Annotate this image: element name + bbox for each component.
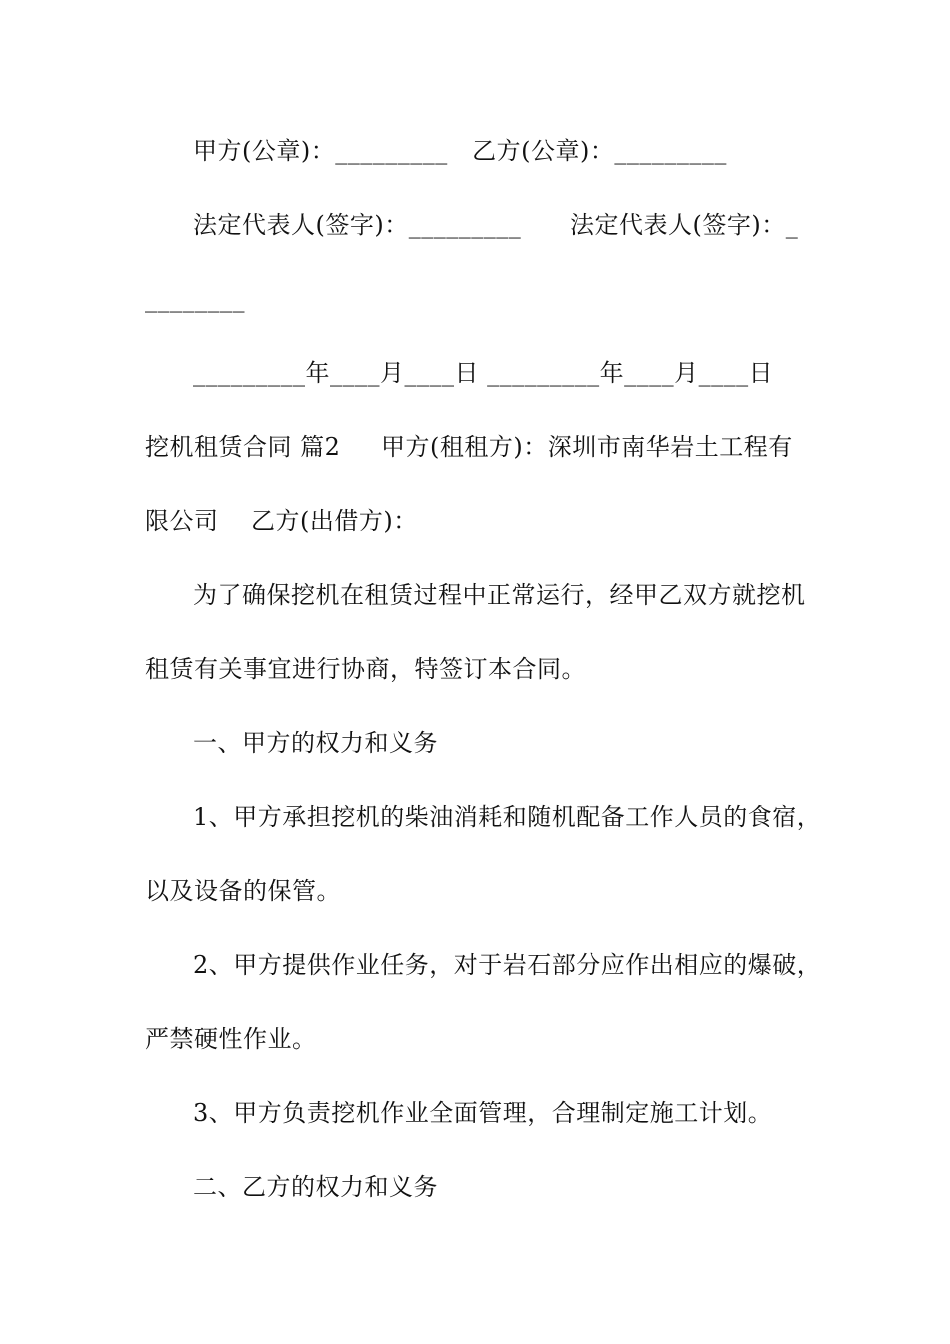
clause-1-line-2: 以及设备的保管。 (145, 877, 341, 905)
section-heading-party-b: 二、乙方的权力和义务 (193, 1173, 438, 1201)
date-line: _________年____月____日 _________年____月____日 (193, 359, 774, 387)
party-b-line: 限公司 乙方(出借方)： (145, 507, 418, 535)
contract-title-line: 挖机租赁合同 篇2 甲方(租租方)：深圳市南华岩土工程有 (145, 433, 793, 461)
clause-3-line: 3、甲方负责挖机作业全面管理，合理制定施工计划。 (193, 1099, 773, 1127)
clause-2-line-2: 严禁硬性作业。 (145, 1025, 317, 1053)
clause-2-line-1: 2、甲方提供作业任务，对于岩石部分应作出相应的爆破， (193, 951, 822, 979)
seal-line: 甲方(公章)：_________ 乙方(公章)：_________ (193, 137, 727, 165)
legal-rep-signature-line: 法定代表人(签字)：_________ 法定代表人(签字)：_ (193, 211, 799, 239)
preamble-line-2: 租赁有关事宜进行协商，特签订本合同。 (145, 655, 586, 683)
section-heading-party-a: 一、甲方的权力和义务 (193, 729, 438, 757)
clause-1-line-1: 1、甲方承担挖机的柴油消耗和随机配备工作人员的食宿， (193, 803, 822, 831)
signature-continuation-line: ________ (145, 285, 245, 313)
preamble-line-1: 为了确保挖机在租赁过程中正常运行，经甲乙双方就挖机 (193, 581, 806, 609)
